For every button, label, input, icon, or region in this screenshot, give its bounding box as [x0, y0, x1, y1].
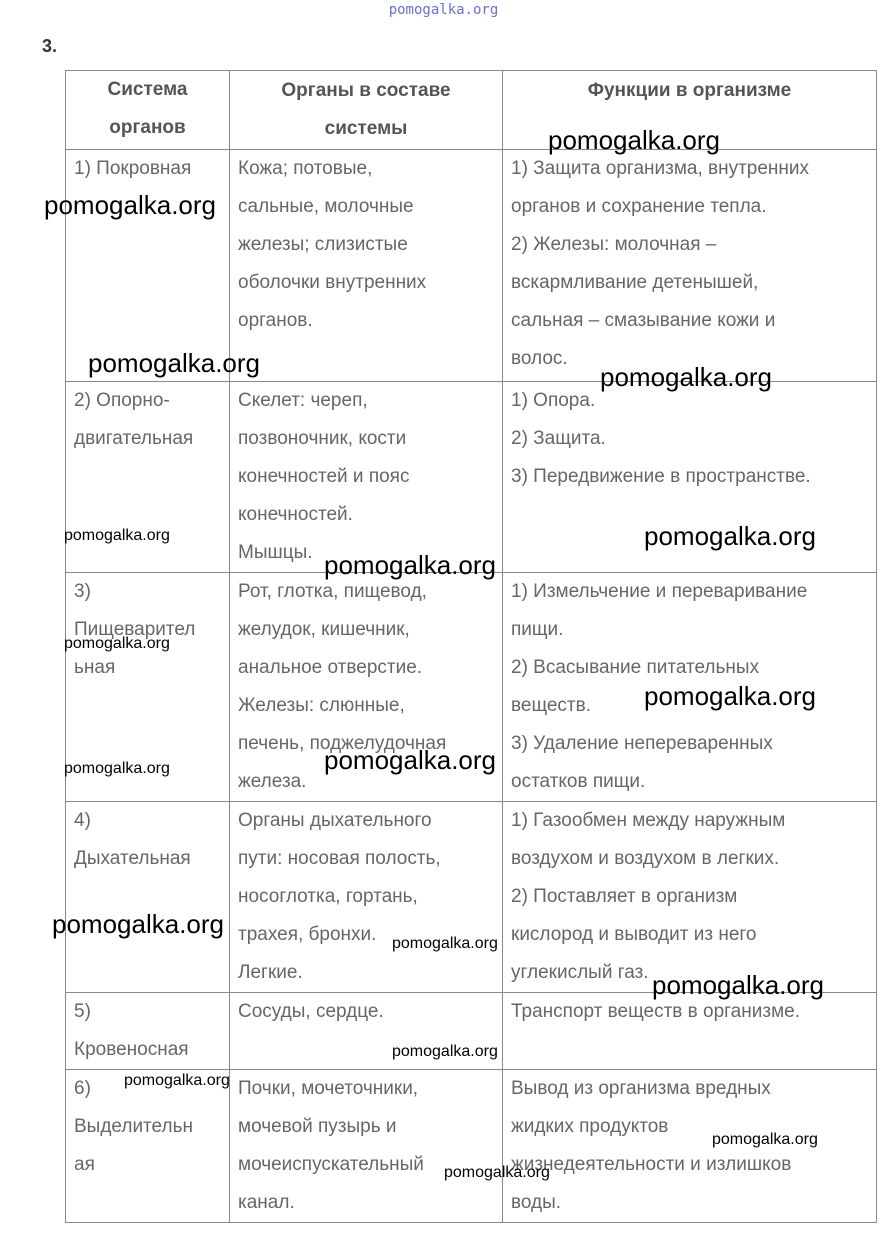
- system-cell: [66, 993, 230, 1070]
- watermark: pomogalka.org: [652, 970, 824, 1000]
- cell-line: сальные, молочные: [238, 196, 414, 217]
- watermark: pomogalka.org: [548, 125, 720, 155]
- cell-line: сальная – смазывание кожи и: [511, 310, 776, 331]
- watermark: pomogalka.org: [712, 1131, 818, 1148]
- cell-line: мочеиспускательный: [238, 1154, 424, 1175]
- cell-line: органов и сохранение тепла.: [511, 196, 767, 217]
- watermark: pomogalka.org: [64, 527, 170, 544]
- cell-line: Рот, глотка, пищевод,: [238, 581, 427, 602]
- watermark: pomogalka.org: [324, 745, 496, 775]
- cell-line: Органы дыхательного: [238, 810, 432, 831]
- site-header-watermark: pomogalka.org: [388, 2, 499, 18]
- cell-line: ьная: [74, 657, 116, 678]
- cell-line: жизнедеятельности и излишков: [511, 1154, 792, 1175]
- functions-cell: [503, 802, 877, 993]
- cell-line: пищи.: [511, 619, 564, 640]
- cell-line: органов.: [238, 310, 313, 331]
- cell-line: 1) Опора.: [511, 390, 596, 411]
- cell-line: Почки, мочеточники,: [238, 1078, 419, 1099]
- cell-line: 3) Удаление непереваренных: [511, 733, 773, 754]
- cell-line: пути: носовая полость,: [238, 848, 441, 869]
- watermark: pomogalka.org: [392, 1043, 498, 1060]
- cell-line: 4): [74, 810, 91, 831]
- cell-line: 1) Газообмен между наружным: [511, 810, 786, 831]
- cell-line: трахея, бронхи.: [238, 924, 377, 945]
- table-row: [66, 150, 877, 382]
- watermark: pomogalka.org: [64, 760, 170, 777]
- system-cell: [66, 802, 230, 993]
- cell-line: мочевой пузырь и: [238, 1116, 397, 1137]
- cell-line: остатков пищи.: [511, 771, 646, 792]
- watermark: pomogalka.org: [644, 521, 816, 551]
- organs-cell: [230, 1070, 503, 1223]
- cell-line: 1) Покровная: [74, 158, 192, 179]
- watermark: pomogalka.org: [64, 635, 170, 652]
- task-number: 3.: [42, 36, 58, 56]
- cell-line: кислород и выводит из него: [511, 924, 757, 945]
- cell-line: вскармливание детенышей,: [511, 272, 759, 293]
- cell-line: Железы: слюнные,: [238, 695, 405, 716]
- cell-line: воздухом и воздухом в легких.: [511, 848, 780, 869]
- cell-line: конечностей.: [238, 504, 353, 525]
- cell-line: веществ.: [511, 695, 592, 716]
- cell-line: носоглотка, гортань,: [238, 886, 418, 907]
- cell-line: 2) Поставляет в организм: [511, 886, 738, 907]
- watermark: pomogalka.org: [392, 935, 498, 952]
- organs-cell: [230, 150, 503, 382]
- cell-line: 2) Защита.: [511, 428, 606, 449]
- cell-line: Транспорт веществ в организме.: [511, 1001, 800, 1022]
- system-cell: [66, 150, 230, 382]
- cell-line: 2) Железы: молочная –: [511, 234, 717, 255]
- table-row: [66, 802, 877, 993]
- watermark: pomogalka.org: [88, 348, 260, 378]
- cell-line: Кожа; потовые,: [238, 158, 373, 179]
- organs-cell: [230, 382, 503, 573]
- cell-line: 3): [74, 581, 91, 602]
- functions-cell: [503, 1070, 877, 1223]
- cell-line: воды.: [511, 1192, 562, 1213]
- cell-line: желудок, кишечник,: [238, 619, 410, 640]
- watermark: pomogalka.org: [644, 681, 816, 711]
- cell-line: Легкие.: [238, 962, 303, 983]
- functions-cell: [503, 150, 877, 382]
- cell-line: печень, поджелудочная: [238, 733, 447, 754]
- cell-line: 2) Опорно-: [74, 390, 170, 411]
- cell-line: Пищеварител: [74, 619, 196, 640]
- cell-line: 6): [74, 1078, 91, 1099]
- cell-line: Мышцы.: [238, 542, 313, 563]
- cell-line: конечностей и пояс: [238, 466, 410, 487]
- cell-line: Сосуды, сердце.: [238, 1001, 384, 1022]
- cell-line: 1) Защита организма, внутренних: [511, 158, 810, 179]
- watermark: pomogalka.org: [444, 1164, 550, 1181]
- header-organs-label: Органы в составе системы: [281, 80, 451, 139]
- cell-line: канал.: [238, 1192, 295, 1213]
- cell-line: 1) Измельчение и переваривание: [511, 581, 808, 602]
- cell-line: углекислый газ.: [511, 962, 649, 983]
- cell-line: жидких продуктов: [511, 1116, 669, 1137]
- cell-line: Дыхательная: [74, 848, 191, 869]
- cell-line: Выделительн: [74, 1116, 193, 1137]
- cell-line: Скелет: череп,: [238, 390, 368, 411]
- header-functions-label: Функции в организме: [587, 80, 792, 101]
- table-header-row: [66, 71, 877, 150]
- watermark: pomogalka.org: [324, 550, 496, 580]
- cell-line: железы; слизистые: [238, 234, 408, 255]
- functions-cell: [503, 993, 877, 1070]
- cell-line: двигательная: [74, 428, 194, 449]
- watermark: pomogalka.org: [44, 190, 216, 220]
- header-organs: [230, 71, 503, 150]
- watermark: pomogalka.org: [52, 909, 224, 939]
- cell-line: 5): [74, 1001, 91, 1022]
- watermark: pomogalka.org: [124, 1072, 230, 1089]
- system-cell: [66, 1070, 230, 1223]
- cell-line: Вывод из организма вредных: [511, 1078, 771, 1099]
- watermark: pomogalka.org: [600, 362, 772, 392]
- header-system-label: Система органов: [107, 79, 188, 138]
- cell-line: 3) Передвижение в пространстве.: [511, 466, 811, 487]
- organs-cell: [230, 802, 503, 993]
- cell-line: ая: [74, 1154, 95, 1175]
- cell-line: волос.: [511, 348, 568, 369]
- cell-line: позвоночник, кости: [238, 428, 407, 449]
- cell-line: железа.: [238, 771, 307, 792]
- cell-line: Кровеносная: [74, 1039, 189, 1060]
- header-system: [66, 71, 230, 150]
- cell-line: анальное отверстие.: [238, 657, 423, 678]
- cell-line: оболочки внутренних: [238, 272, 427, 293]
- cell-line: 2) Всасывание питательных: [511, 657, 760, 678]
